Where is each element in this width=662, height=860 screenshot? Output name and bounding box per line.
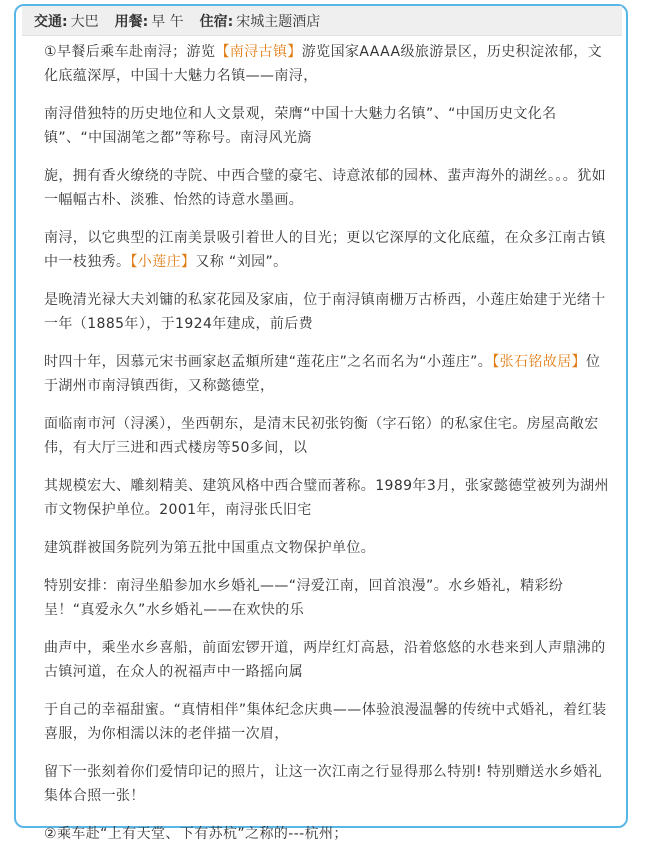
highlight-nanxun-town: 【南浔古镇】	[215, 44, 302, 60]
transport-label: 交通:	[34, 13, 68, 30]
paragraph: 留下一张刻着你们爱情印记的照片，让这一次江南之行显得那么特别! 特别赠送水乡婚礼集体合照一张！	[44, 764, 603, 804]
meal-label: 用餐:	[114, 13, 149, 30]
text: 位于湖州市南浔镇西街，又称懿德堂，	[44, 354, 601, 394]
text: 南浔，以它典型的江南美景吸引着世人的目光；更以它深厚的文化底蕴，在众多江南古镇中一枝独秀。	[44, 230, 606, 270]
paragraph: 于自己的幸福甜蜜。“真情相伴”集体纪念庆典——体验浪漫温馨的传统中式婚礼，着红装喜服，为你相濡以沫的老伴描一次眉，	[44, 702, 607, 742]
meal-value: 早 午	[151, 13, 184, 30]
paragraph: 特别安排：南浔坐船参加水乡婚礼——“浔爱江南，回首浪漫”。水乡婚礼，精彩纷呈！“真爱永久”水乡婚礼——在欢快的乐	[44, 578, 564, 618]
paragraph: ②乘车赴“上有天堂、下有苏杭”之称的---杭州；	[44, 826, 348, 842]
paragraph: 是晚清光禄大夫刘镛的私家花园及家庙，位于南浔镇南栅万古桥西，小莲庄始建于光绪十一年（1885年），于1924年建成，前后费	[44, 292, 606, 332]
text: ①早餐后乘车赴南浔；游览	[44, 44, 216, 60]
stay-label: 住宿:	[199, 13, 234, 30]
paragraph: 建筑群被国务院列为第五批中国重点文物保护单位。	[44, 540, 376, 556]
itinerary-content	[44, 40, 614, 860]
itinerary-header	[22, 6, 622, 36]
paragraph: 面临南市河（浔溪），坐西朝东，是清末民初张钧衡（字石铭）的私家住宅。房屋高敞宏伟，有大厅三进和西式楼房等50多间，以	[44, 416, 599, 456]
stay-value: 宋城主题酒店	[236, 13, 321, 30]
paragraph: 南浔借独特的历史地位和人文景观，荣膺“中国十大魅力名镇”、“中国历史文化名镇”、“中国湖笔之都”等称号。南浔风光旖	[44, 106, 557, 146]
highlight-xiaolianzhuang: 【小莲庄】	[130, 254, 196, 270]
paragraph: 其规模宏大、雕刻精美、建筑风格中西合璧而著称。1989年3月，张家懿德堂被列为湖州市文物保护单位。2001年，南浔张氏旧宅	[44, 478, 609, 518]
paragraph: 曲声中，乘坐水乡喜船，前面宏锣开道，两岸红灯高悬，沿着悠悠的水巷来到人声鼎沸的古镇河道，在众人的祝福声中一路摇向属	[44, 640, 606, 680]
text: 游览国家AAAA级旅游景区，历史积淀浓郁，文化底蕴深厚，中国十大魅力名镇——南浔，	[44, 44, 603, 84]
transport-value: 大巴	[70, 13, 99, 30]
paragraph	[44, 226, 614, 274]
paragraph	[44, 350, 614, 398]
paragraph	[44, 40, 614, 88]
paragraph: 旎，拥有香火缭绕的寺院、中西合璧的豪宅、诗意浓郁的园林、蜚声海外的湖丝。。。犹如一幅幅古朴、淡雅、怡然的诗意水墨画。	[44, 168, 606, 208]
highlight-zhangshiming-residence: 【张石铭故居】	[492, 354, 587, 370]
text: 又称 “刘园”。	[195, 254, 288, 270]
text: 时四十年，因慕元宋书画家赵孟頫所建“莲花庄”之名而名为“小莲庄”。	[44, 354, 493, 370]
